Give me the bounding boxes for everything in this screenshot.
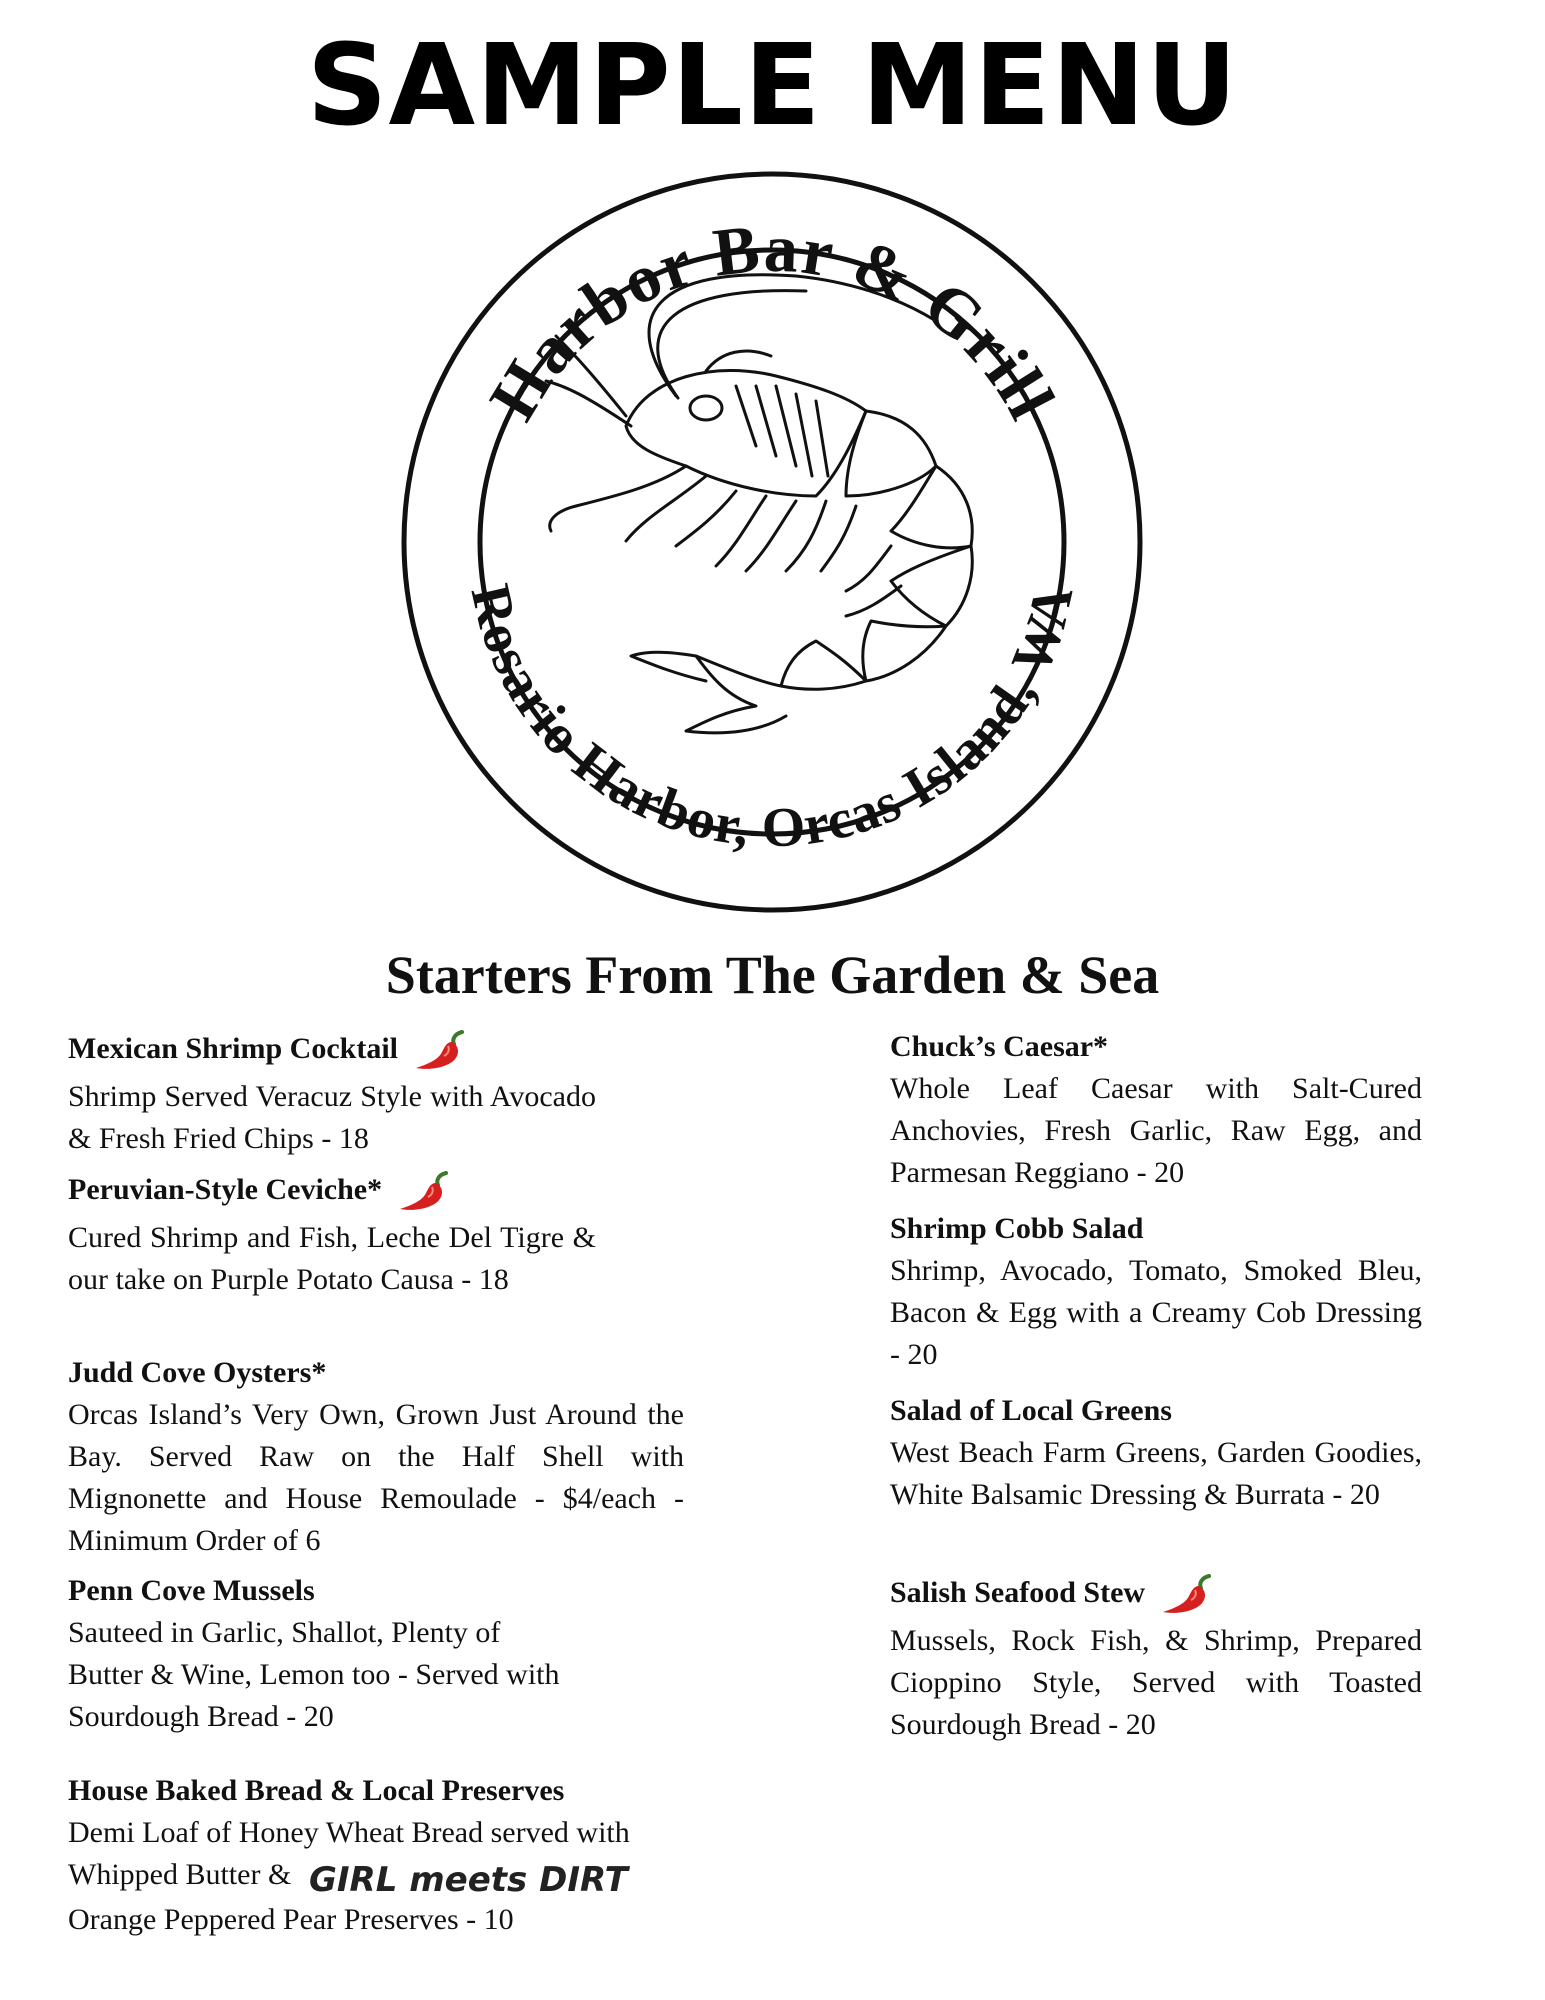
menu-item bbox=[68, 1026, 596, 1160]
menu-item bbox=[890, 1390, 1422, 1516]
item-description: Sauteed in Garlic, Shallot, Plenty of Butter & Wine, Lemon too - Served with Sourdough Bread - 20 bbox=[68, 1616, 560, 1733]
item-name: Peruvian-Style Ceviche* bbox=[68, 1172, 383, 1206]
menu-item bbox=[68, 1167, 596, 1301]
item-description: Mussels, Rock Fish, & Shrimp, Prepared Cioppino Style, Served with Toasted Sourdough Bread - 20 bbox=[890, 1624, 1422, 1741]
item-description bbox=[68, 1812, 708, 1941]
menu-item bbox=[68, 1570, 568, 1738]
chili-pepper-icon bbox=[396, 1167, 454, 1217]
menu-item bbox=[68, 1352, 684, 1562]
menu-item bbox=[68, 1770, 708, 1941]
item-name: Judd Cove Oysters* bbox=[68, 1356, 327, 1389]
item-description: Whole Leaf Caesar with Salt-Cured Anchovies, Fresh Garlic, Raw Egg, and Parmesan Reggiano - 20 bbox=[890, 1072, 1422, 1189]
logo-name-arc: Harbor Bar & Grill bbox=[474, 209, 1071, 433]
logo-location-arc: Rosario Harbor, Orcas Island, WA bbox=[458, 578, 1086, 860]
item-name: Chuck’s Caesar* bbox=[890, 1030, 1109, 1063]
item-description: Cured Shrimp and Fish, Leche Del Tigre & our take on Purple Potato Causa - 18 bbox=[68, 1221, 596, 1296]
item-description-part: Orange Peppered Pear Preserves - 10 bbox=[68, 1903, 514, 1937]
item-name: House Baked Bread & Local Preserves bbox=[68, 1774, 565, 1807]
item-description: Shrimp Served Veracuz Style with Avocado & Fresh Fried Chips - 18 bbox=[68, 1080, 596, 1155]
item-name: Penn Cove Mussels bbox=[68, 1574, 315, 1607]
item-description: Shrimp, Avocado, Tomato, Smoked Bleu, Bacon & Egg with a Creamy Cob Dressing - 20 bbox=[890, 1254, 1422, 1371]
girl-meets-dirt-logo bbox=[307, 1855, 628, 1901]
item-name: Shrimp Cobb Salad bbox=[890, 1212, 1144, 1245]
chili-pepper-icon bbox=[1159, 1570, 1217, 1620]
page-title: SAMPLE MENU bbox=[306, 21, 1239, 151]
item-name-row bbox=[68, 1026, 596, 1076]
item-name-row bbox=[890, 1570, 1422, 1620]
chili-pepper-icon bbox=[412, 1026, 470, 1076]
item-name-row bbox=[68, 1167, 596, 1217]
item-description: Orcas Island’s Very Own, Grown Just Around the Bay. Served Raw on the Half Shell with Mignonette and House Remoulade - $4/each - Minimum Order of 6 bbox=[68, 1398, 684, 1557]
item-description-part: Demi Loaf of Honey Wheat Bread served with Whipped Butter & bbox=[68, 1816, 630, 1891]
menu-item bbox=[890, 1208, 1422, 1376]
section-heading: Starters From The Garden & Sea bbox=[385, 945, 1160, 1005]
item-name: Salad of Local Greens bbox=[890, 1394, 1172, 1427]
item-description: West Beach Farm Greens, Garden Goodies, White Balsamic Dressing & Burrata - 20 bbox=[890, 1436, 1422, 1511]
restaurant-logo bbox=[376, 146, 1168, 938]
item-name: Mexican Shrimp Cocktail bbox=[68, 1031, 398, 1065]
item-name: Salish Seafood Stew bbox=[890, 1575, 1146, 1609]
menu-item bbox=[890, 1026, 1422, 1194]
menu-item bbox=[890, 1570, 1422, 1746]
brand-logo-text: GIRL meets DIRT bbox=[308, 1860, 628, 1901]
